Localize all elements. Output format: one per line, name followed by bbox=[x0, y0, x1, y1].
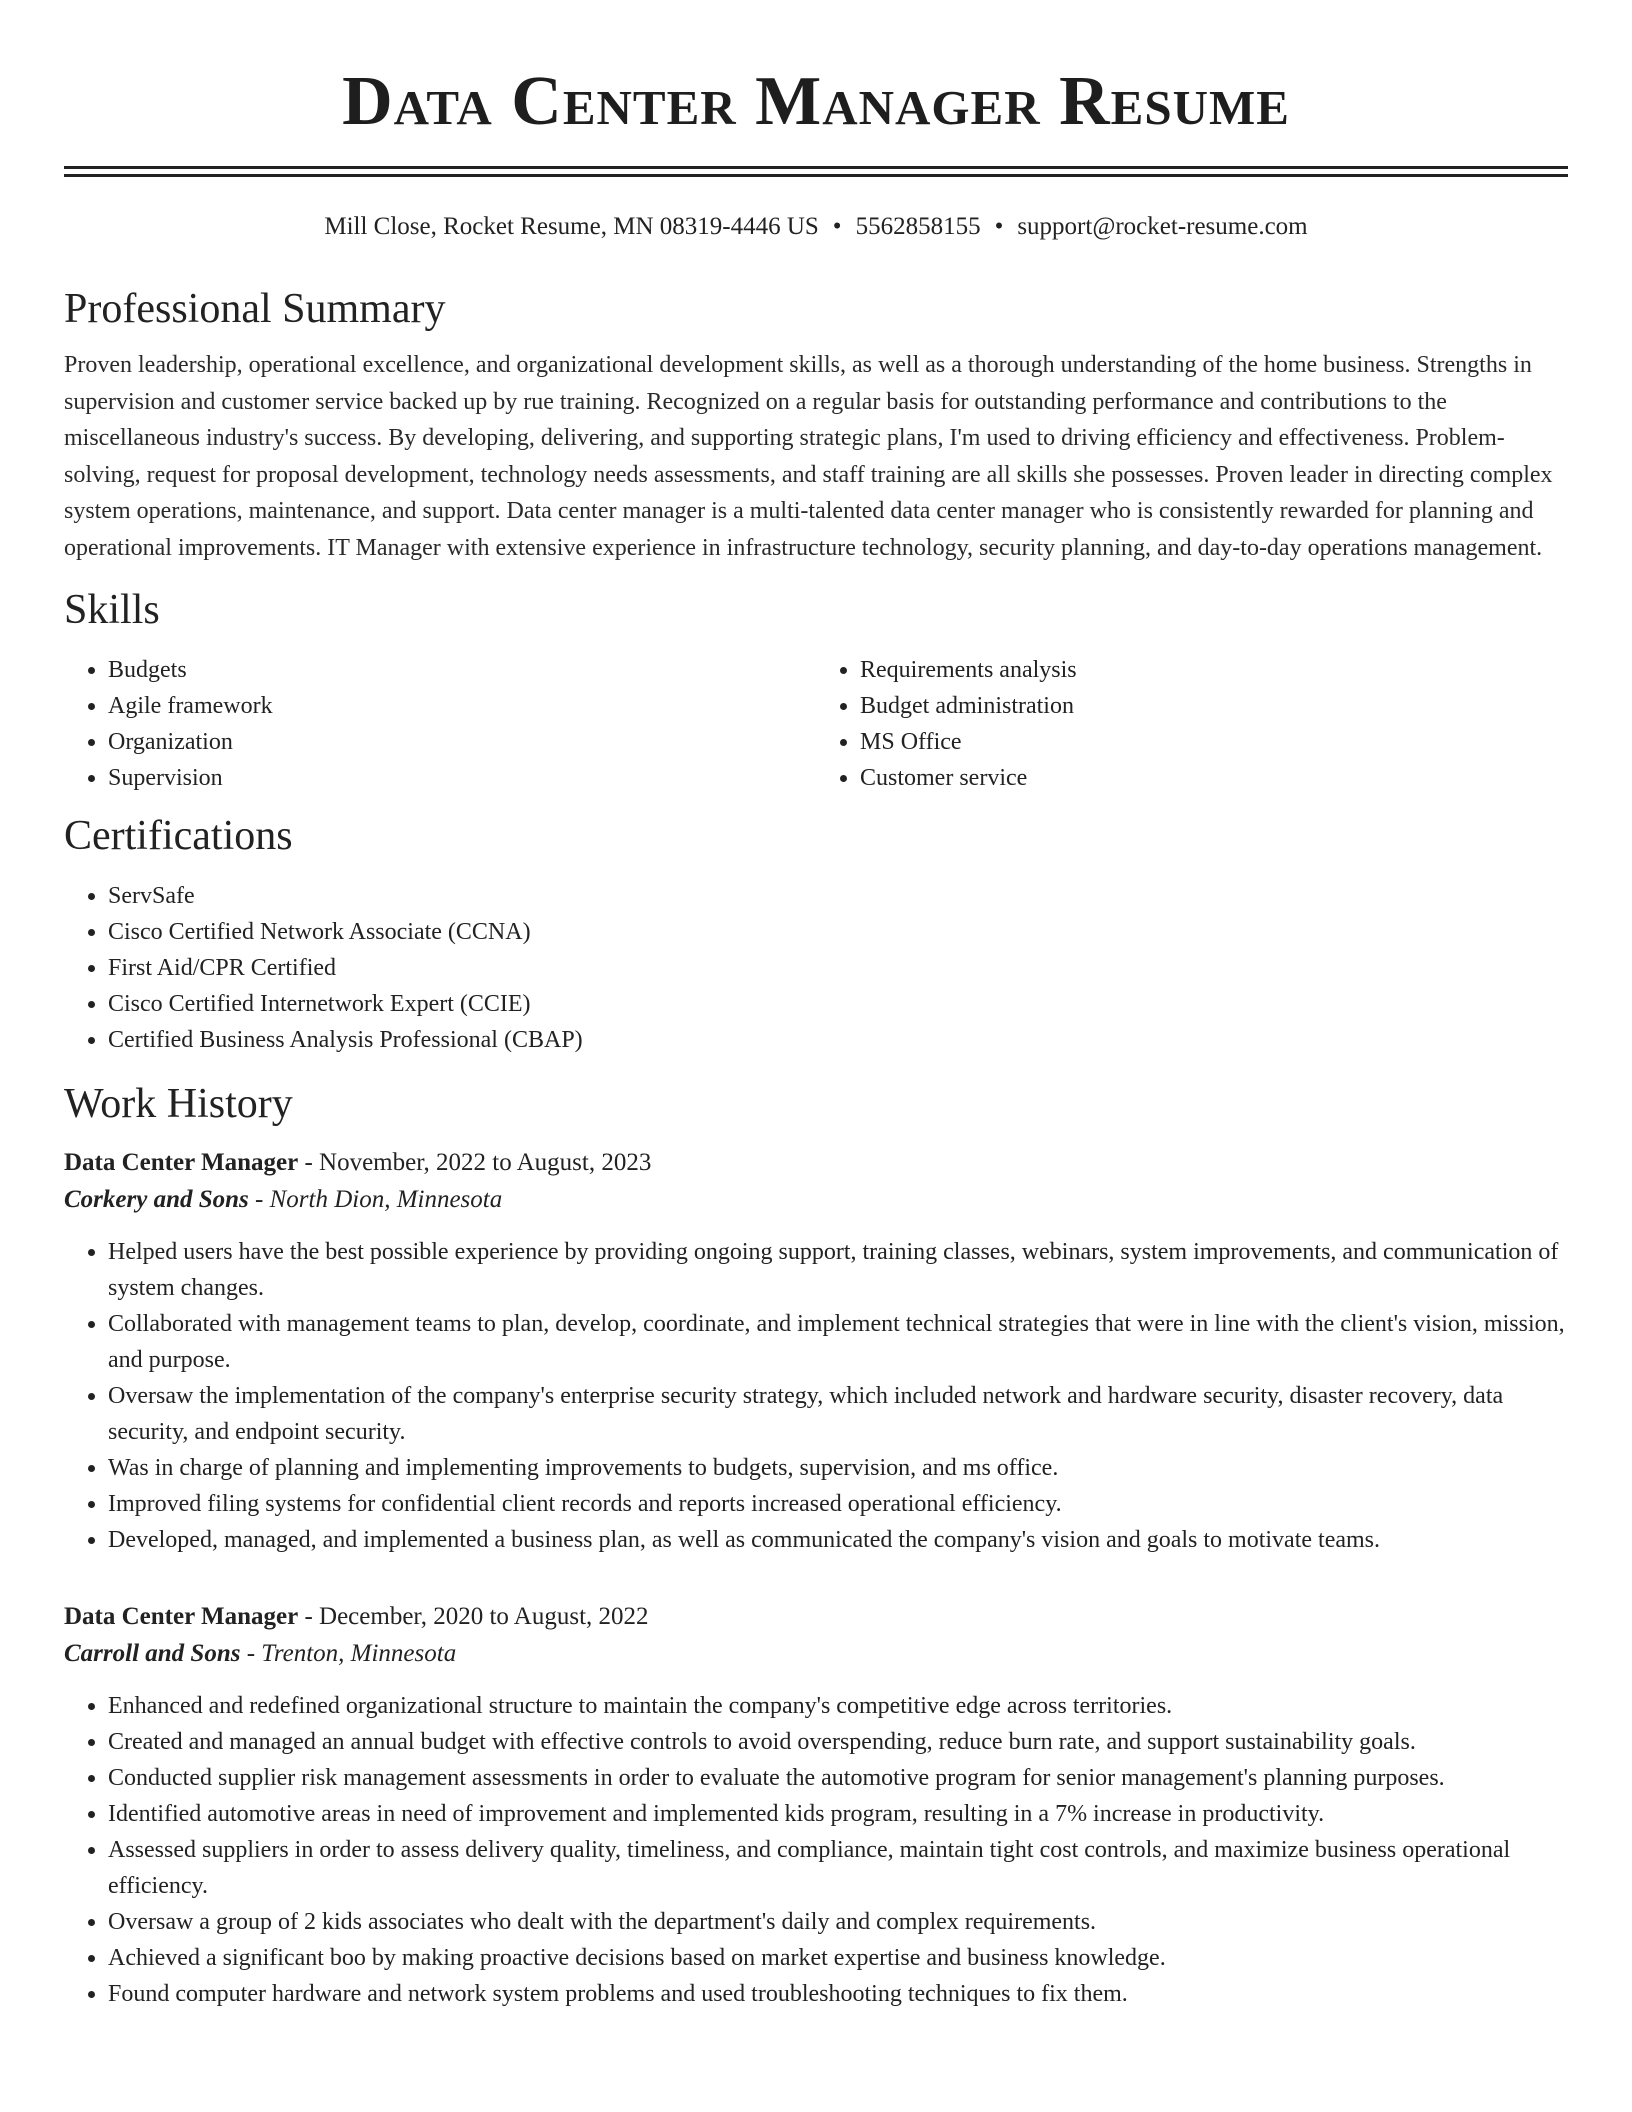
contact-separator: • bbox=[832, 213, 842, 240]
job-bullet: • Improved filing systems for confidential client records and reports increased operational efficiency. bbox=[108, 1486, 1568, 1522]
job-title: Data Center Manager bbox=[64, 1149, 299, 1176]
job-bullet: • Conducted supplier risk management assessments in order to evaluate the automotive program for senior management's planning purposes. bbox=[108, 1760, 1568, 1796]
job-company-line bbox=[64, 1181, 1568, 1218]
skill-item: • Budget administration bbox=[860, 688, 1568, 724]
certification-item: • ServSafe bbox=[108, 878, 1568, 914]
job-title-line bbox=[64, 1144, 1568, 1181]
section-heading-certifications: Certifications bbox=[64, 813, 293, 859]
contact-email: support@rocket-resume.com bbox=[1017, 213, 1308, 240]
job-company: Corkery and Sons bbox=[64, 1186, 249, 1213]
skill-item: • MS Office bbox=[860, 724, 1568, 760]
section-heading-summary: Professional Summary bbox=[64, 286, 446, 332]
job-bullet: • Developed, managed, and implemented a business plan, as well as communicated the company's vision and goals to motivate teams. bbox=[108, 1522, 1568, 1558]
job-entry bbox=[64, 1598, 1568, 2012]
job-location: - Trenton, Minnesota bbox=[240, 1640, 457, 1667]
certifications-section bbox=[64, 810, 1568, 1058]
contact-phone: 5562858155 bbox=[855, 213, 981, 240]
skills-columns bbox=[64, 652, 1568, 796]
job-bullet: • Achieved a significant boo by making proactive decisions based on market expertise and business knowledge. bbox=[108, 1940, 1568, 1976]
job-company: Carroll and Sons bbox=[64, 1640, 241, 1667]
skill-item: • Supervision bbox=[108, 760, 816, 796]
job-bullet: • Collaborated with management teams to plan, develop, coordinate, and implement technical strategies that were in line with the client's vision, mission, and purpose. bbox=[108, 1306, 1568, 1378]
certification-item: • Cisco Certified Internetwork Expert (CCIE) bbox=[108, 986, 1568, 1022]
job-title-line bbox=[64, 1598, 1568, 1635]
contact-address: Mill Close, Rocket Resume, MN 08319-4446 US bbox=[324, 213, 819, 240]
skill-item: • Budgets bbox=[108, 652, 816, 688]
contact-line bbox=[64, 211, 1568, 243]
job-entry bbox=[64, 1144, 1568, 1558]
job-title: Data Center Manager bbox=[64, 1603, 299, 1630]
certification-item: • Certified Business Analysis Professional (CBAP) bbox=[108, 1022, 1568, 1058]
section-heading-skills: Skills bbox=[64, 587, 160, 633]
job-bullet: • Found computer hardware and network system problems and used troubleshooting techniques to fix them. bbox=[108, 1976, 1568, 2012]
resume-title: Data Center Manager Resume bbox=[342, 63, 1290, 140]
certification-item: • Cisco Certified Network Associate (CCNA) bbox=[108, 914, 1568, 950]
skills-list-right bbox=[816, 652, 1568, 796]
job-location: - North Dion, Minnesota bbox=[248, 1186, 503, 1213]
job-bullet: • Assessed suppliers in order to assess delivery quality, timeliness, and compliance, maintain tight cost controls, and maximize business operational efficiency. bbox=[108, 1832, 1568, 1904]
job-bullet: • Identified automotive areas in need of improvement and implemented kids program, resulting in a 7% increase in productivity. bbox=[108, 1796, 1568, 1832]
job-bullet: • Was in charge of planning and implementing improvements to budgets, supervision, and ms office. bbox=[108, 1450, 1568, 1486]
title-double-rule bbox=[64, 166, 1568, 177]
skill-item: • Customer service bbox=[860, 760, 1568, 796]
certification-item: • First Aid/CPR Certified bbox=[108, 950, 1568, 986]
skill-item: • Agile framework bbox=[108, 688, 816, 724]
skills-list-left bbox=[64, 652, 816, 796]
job-dates: - December, 2020 to August, 2022 bbox=[298, 1603, 649, 1630]
skill-item: • Organization bbox=[108, 724, 816, 760]
skills-section bbox=[64, 584, 1568, 796]
job-bullet: • Created and managed an annual budget with effective controls to avoid overspending, reduce burn rate, and support sustainability goals. bbox=[108, 1724, 1568, 1760]
job-bullet: • Enhanced and redefined organizational structure to maintain the company's competitive edge across territories. bbox=[108, 1688, 1568, 1724]
summary-paragraph: Proven leadership, operational excellence, and organizational development skills, as well as a thorough understanding of the home business. Strengths in supervision and customer service backed up by rue training. Recognized on a regular basis for outstanding performance and contributions to the miscellaneous industry's success. By developing, delivering, and supporting strategic plans, I'm used to driving efficiency and effectiveness. Problem-solving, request for proposal development, technology needs assessments, and staff training are all skills she possesses. Proven leader in directing complex system operations, maintenance, and support. Data center manager is a multi-talented data center manager who is consistently rewarded for planning and operational improvements. IT Manager with extensive experience in infrastructure technology, security planning, and day-to-day operations management. bbox=[64, 352, 1553, 561]
job-company-line bbox=[64, 1635, 1568, 1672]
job-bullets bbox=[64, 1234, 1568, 1558]
certifications-list bbox=[64, 878, 1568, 1058]
section-heading-work-history: Work History bbox=[64, 1081, 293, 1127]
job-bullets bbox=[64, 1688, 1568, 2012]
professional-summary-section bbox=[64, 283, 1568, 566]
job-bullet: • Helped users have the best possible experience by providing ongoing support, training classes, webinars, system improvements, and communication of system changes. bbox=[108, 1234, 1568, 1306]
job-bullet: • Oversaw a group of 2 kids associates who dealt with the department's daily and complex requirements. bbox=[108, 1904, 1568, 1940]
skill-item: • Requirements analysis bbox=[860, 652, 1568, 688]
job-bullet: • Oversaw the implementation of the company's enterprise security strategy, which included network and hardware security, disaster recovery, data security, and endpoint security. bbox=[108, 1378, 1568, 1450]
contact-separator: • bbox=[994, 213, 1004, 240]
job-dates: - November, 2022 to August, 2023 bbox=[298, 1149, 652, 1176]
work-history-section bbox=[64, 1078, 1568, 2012]
